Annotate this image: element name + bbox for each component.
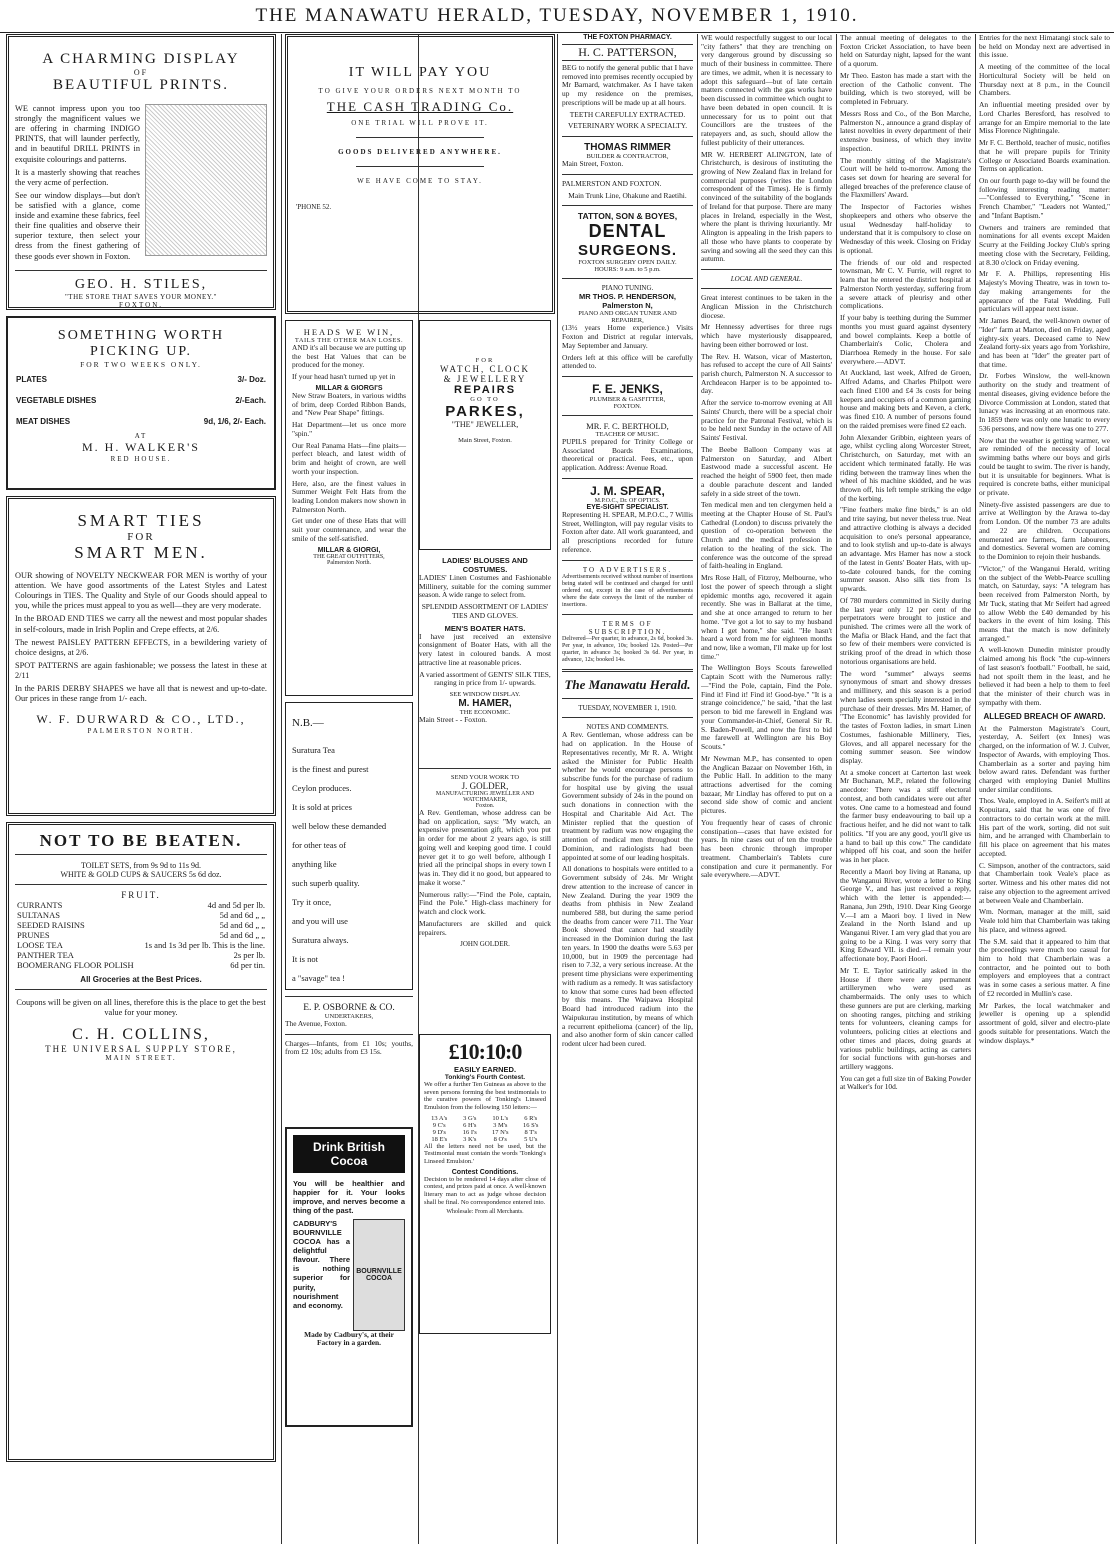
fruit-heading: FRUIT. [121,890,161,900]
grid-cell: 16 S's [523,1121,539,1129]
hamer-para: A varied assortment of GENTS' SILK TIES, ranging in price from 1/- upwards. [419,669,551,688]
article-para: Great interest continues to be taken in the Anglican Mission in the Christchurch diocese. [701,293,832,320]
grid-cell: 17 N's [491,1128,509,1136]
ties-para: OUR showing of NOVELTY NECKWEAR FOR MEN is worthy of your attention. We have good assortments of the Latest Styles and Latest Colourings in TIES. The Quality and Style of our Goods should appeal to you, while the prices must appeal to you as well—they are very moderate. [15,571,267,611]
durward-place: PALMERSTON NORTH. [87,727,195,736]
lady-illustration [145,104,267,256]
column-rule [836,34,837,1544]
article-para: Mr Newman M.P., has consented to open the Anglican Bazaar on November 16th, in the Public Hall. In addition to the many attractions advertised for the coming bazaar, Mr Lindlay has offered to put on a second side show of comic and ancient pictures. [701,753,832,816]
millar-para: AND it's all because we are putting up the best Hat Values that can be produced for the money. [292,343,407,370]
millar-sub: TAILS THE OTHER MAN LOSES. [294,337,404,344]
grid-cell: 3 G's [463,1114,477,1122]
cadbury-advert [285,1127,413,1427]
suratura-line: Ceylon produces. [292,783,352,793]
golder-line: MANUFACTURING JEWELLER AND WATCHMAKER, [435,791,535,803]
article-para: The Rev. H. Watson, vicar of Masterton, has refused to accept the cure of All Saints' parish church, Palmerston N. A successor to Archdeacon Harper is to be appointed to-day. [701,351,832,396]
pharmacy-para: TEETH CAREFULLY EXTRACTED. [569,109,686,119]
item-price: 2s per lb. [233,950,265,960]
item-price: 5d and 6d „ „ [219,910,265,920]
grid-cell: 6 H's [463,1121,477,1129]
hamer-para: LADIES' Linen Costumes and Fashionable Millinery, suitable for the coming summer season. A wide range to select from. [419,573,551,600]
fruit-table [15,900,267,970]
article-para: On our fourth page to-day will be found the following interesting reading matter:—"Confessed to Everything," "Scene in French Chamber," "Leaders not Wanted," and "Infant Baptism." [979,176,1110,220]
collins-line: WHITE & GOLD CUPS & SAUCERS 5s 6d doz. [60,870,222,879]
article-para: Mr F. C. Berthold, teacher of music, notifies that he will prepare pupils for Trinity College or Associated Boards examination. Terms on application. [979,138,1110,174]
article-para: C. Simpson, another of the contractors, said that Chamberlain took Veale's place as sorter. Witness and his other mates did not raise any objection to the agreement arrived at between Veale and Chamberlain. [979,860,1110,905]
walker-house: RED HOUSE. [110,455,172,463]
piano-head: PIANO TUNING. [601,284,654,293]
article-para: Mr T. E. Taylor satirically asked in the House if there were any permanent artillerymen who were used as chambermaids. The only uses to which these gunners are put are clerking, marking on shooting ranges, pitching and striking tents for volunteers, cleaning camps for volunteers, policing cities at elections and other times and places, doing guards at various public buildings, acting as carters for social functions with gun-horses and artillery waggons. [840,965,971,1071]
column-4 [701,34,832,1544]
item-price: 3/- Doz. [237,375,266,384]
jenks-firm: F. E. JENKS, [592,382,663,397]
golder-para: A Rev. Gentleman, whose address can be had on application, says: "My watch, an expensive presentation gift, which you put in order for me about 2 years ago, is still going well and keeping good time. I could never get it to go well before, although I tried all the principal shops in every town I was in. They did it no good, but appeared to make it worse." [419,808,551,887]
article-para: A Rev. Gentleman, whose address can be had on application. In the House of Representatives recently, Mr R. A. Wright asked the Minister for Public Health whether he would encourage persons to subscribe funds for the purchase of radium for hospital use by giving the usual Government subsidy of 24s in the pound on such donations in connection with the Hospital and Charitable Aid Act. The Minister replied that the question of treatment by radium was now engaging the attention of medical men throughout the Dominion, and radiologists had been appointed at some of our leading hospitals. [562,730,693,862]
hamer-title: LADIES' BLOUSES AND COSTUMES. [442,556,528,574]
suratura-lines [292,741,406,988]
collins-title: NOT TO BE BEATEN. [15,831,267,855]
column-2-split [285,320,555,1433]
table-row [14,411,268,432]
grid-cell: 8 O's [493,1135,507,1143]
hamer-sub: THE ECONOMIC. [459,709,511,717]
prints-para: See our window displays—but don't be satisfied with a glance, come inside and examine these fabrics, feel their fine qualities and observe their superior texture, then select your dress from the finest gathering of these goods ever shown in Foxton. [15,190,140,261]
ties-title-2: SMART MEN. [74,543,208,562]
dental-title-2: SURGEONS. [577,242,677,260]
cocoa-foot: Made by Cadbury's, at their Factory in a garden. [304,1329,394,1348]
article-para: Ninety-five assisted passengers are due to arrive at Wellington by the Arawa to-day from London. Of the number 73 are adults and 22 are children. Occupations enumerated are farmers, farm labourers, and domestics. Several women are coming to the Dominion to rejoin their husbands. [979,499,1110,562]
tonking-advert [419,1034,551,1334]
item-price: 9d, 1/6, 2/- Each. [203,417,266,426]
spear-title: EYE-SIGHT SPECIALIST. [586,503,669,511]
rimmer-place: Main Street, Foxton. [562,159,624,169]
golder-line: Foxton. [475,803,495,809]
article-para: WE would respectfully suggest to our local "city fathers" that they are trenching on very dangerous ground by discussing so much of their business in committee. There are times, we admit, when it is necessary to adopt this safeguard—but of late certain matters connected with the gas works have been discussed in committee which ought to have been debated in open council. It is unnecessary for us to point out that Councillors are the trustees of the ratepayers and, as such, should allow the fullest publicity of their utterances. [701,34,832,147]
spear-para: Representing H. SPEAR, M.P.O.C., 7 Willis Street, Wellington, will pay regular visits to Foxton after date. All work guaranteed, and all prescriptions recorded for future reference. [562,509,693,554]
item-name: LOOSE TEA [17,940,63,950]
column-2 [285,34,555,1544]
advertisers-para: Advertisements received without number of insertions being stated will be continued and charged for until ordered out, except in the case of advertisements where the date conveys the limit of the number of insertions. [562,573,693,608]
berthold-firm: MR. F. C. BERTHOLD, [586,421,669,432]
millar-title: HEADS WE WIN, [303,327,395,337]
article-para: A meeting of the committee of the local Horticultural Society will be held on Thursday next at 8 p.m., in the Council Chambers. [979,62,1110,98]
article-para: The Beebe Balloon Company was at Palmerston on Saturday, and Albert Eastwood made a successful ascent. He reached the height of 5900 feet, then made a double parachute descent and landed safely in a side street of the town. [701,444,832,498]
article-para: The S.M. said that it appeared to him that the proceedings were much too casual for him to hold that Chamberlain was a contractor, and he pointed out to both employers and employees that a contract was in some cases a serious matter. A fine of £2 recorded in Mullin's case. [979,936,1110,998]
table-row [15,920,267,930]
pharmacy-firm: H. C. PATTERSON, [562,44,693,61]
tonking-para: Decision to be rendered 14 days after close of contest, and prizes paid at once. A well-known literary man to act as judge whose decision shall be final. No correspondence entered into. [424,1175,546,1206]
hamer-place: Main Street - - Foxton. [419,715,487,725]
item-price: 1s and 1s 3d per lb. This is the line. [144,940,265,950]
ties-para: In the PARIS DERBY SHAPES we have all that is newest and up-to-date. Our prices in these range from 1/- each. [15,684,267,704]
hamer-advert [419,556,551,768]
walker-title: SOMETHING WORTH [57,328,225,343]
dental-para: FOXTON SURGERY OPEN DAILY. [578,259,677,267]
tonking-conditions: Contest Conditions. [451,1168,519,1176]
item-price: 6d per tin. [230,960,265,970]
tonking-amount: £10:10:0 [448,1039,522,1064]
cash-line: ONE TRIAL WILL PROVE IT. [351,119,489,127]
article-para: The monthly sitting of the Magistrate's Court will be held to-morrow. Among the cases set down for hearing are several for alleged breaches of the preference clause of the Flaxmillers' Award. [840,155,971,200]
millar-para: Get under one of these Hats that will suit your countenance, and wear the smile of the self-satisfied. [292,516,406,543]
advertisers-head: TO ADVERTISERS. [582,565,673,574]
item-name: SULTANAS [17,910,60,920]
millar-para: Our Real Panama Hats—fine plaits—perfect bleach, and latest width of brim and height of crown, are well worth your inspection. [292,440,406,476]
parkes-advert [419,320,551,550]
ties-title: SMART TIES [77,511,205,530]
item-name: SEEDED RAISINS [17,920,85,930]
prints-title: A CHARMING DISPLAY [42,51,240,67]
article-para: You can get a full size tin of Baking Powder at Walker's for 10d. [840,1073,971,1092]
tonking-sub: Tonking's Fourth Contest. [444,1074,526,1081]
article-para: MR W. HERBERT ALINGTON, late of Christchurch, is desirous of instituting the growing of New Zealand flax in Ireland for commercial purposes (writes the London correspondent of the Times). He is firmly convinced of the suitability of the boglands of Ireland for that purpose. There are many places in Ireland, especially in the West, where the plant is thriving luxuriantly. Mr Alington is appealing in the Irish papers to all those who have plants to cooperate by saving and sowing all the seed they can this autumn. [701,149,832,264]
parkes-line: & JEWELLERY [443,374,527,384]
rimmer-sub: BUILDER & CONTRACTOR, [586,153,669,161]
prints-para: WE cannot impress upon you too strongly the magnificent values we are offering in charming INDIGO PRINTS, that will launder perfectly, and in beautiful DRILL PRINTS in exquisite colourings and patterns. [15,104,140,164]
tonking-para: All the letters need not be used, but the Testimonial must contain the words 'Tonking's Linseed Emulsion.' [424,1142,546,1165]
column-3 [562,34,693,1544]
suratura-line: It is sold at prices [292,802,352,812]
pharmacy-head: THE FOXTON PHARMACY. [583,34,672,41]
grid-cell: 18 E's [431,1135,448,1143]
cash-title: IT WILL PAY YOU [348,65,492,80]
osborne-sub: UNDERTAKERS, [324,1013,374,1020]
article-para: "Fine feathers make fine birds," is an old and trite saying, but never theless true. Neat and attractive clothing is always a decided acquisition to one's personal appearance, and to look stylish and up-to-date is always an advantage. Mrs Hamer has now a stock of the latest in Gents' Boater Hats, with up-to-date coloured bands, for the coming summer season. Also silk ties from 1s upwards. [840,505,971,594]
parkes-place: Main Street, Foxton. [458,437,512,444]
parkes-for: FOR [475,357,495,364]
millar-place: Palmerston North. [327,559,371,566]
table-row [15,950,267,960]
item-name: CURRANTS [17,900,63,910]
golder-para: Numerous rally:—"Find the Pole, captain, Find the Pole." High-class machinery for watch and clock work. [419,889,551,917]
article-para: Now that the weather is getting warmer, we are reminded of the necessity of local swimming baths where our boys and girls could be taught to swim. The river is handy, but it is unsuitable for beginners. What is required is concrete baths, either municipal or private. [979,435,1110,497]
cash-phone: 'PHONE 52. [296,203,332,211]
item-name: BOOMERANG FLOOR POLISH [17,960,134,970]
coupons-line: Coupons will be given on all lines, therefore this is the place to get the best value for your money. [16,998,266,1018]
article-para: The word "summer" always seems synonymous of smart and showy dresses and millinery, and this season is a period when ladies seem specially interested in the purchase of their dresses. Mrs M. Hamer, of "The Economic" has lavishly provided for the tastes of Foxton ladies, in smart Linen Costumes, fashionable Millinery, Ties, Gloves, and all apparel necessary for the coming summer season. See window display. [840,668,971,766]
walker-advert [6,316,276,490]
article-para: All donations to hospitals were entitled to a Government subsidy of 24s. Mr Wright drew attention to the increase of cancer in New Zealand. During the year 1909 the deaths from phthisis in New Zealand numbered 588, but during the same period the deaths from cancer were 711. The Year Book showed that cancer had steadily increased in the Dominion during the last ten years. In 1900 the deaths were 5.63 per 10,000, but in 1909 the percentage had risen to 7.32, a very serious increase. At the present time physicians were experimenting with radium as a remedy. It was satisfactory to know that some cures had been effected by this means. The Waipawa Hospital Board had introduced radium into the Waipukurau institution, by means of which a recurrent epithelioma (cancer) of the lip, and also another form of skin cancer called rodent ulcer had been cured. [562,864,693,1049]
article-para: Mr Parkes, the local watchmaker and jeweller is opening up a splendid assortment of gold, silver and electro-plate goods suitable for presentations. Watch the window displays.* [979,1000,1110,1045]
article-para: At the Palmerston Magistrate's Court, yesterday, A. Seifert (ex Innes) was charged, on the information of W. J. Culver, Inspector of Awards, with employing Thos. Chamberlain as a sorter and paying him below award rates. Defendant was further charged with employing Daniel Mullins under similar conditions. [979,723,1110,794]
article-para: Wm. Norman, manager at the mill, said Veale told him that Chamberlain was taking his place, and witness agreed. [979,907,1110,934]
hamer-para: SEE WINDOW DISPLAY. [449,691,521,699]
item-name: PRUNES [17,930,50,940]
prints-advert [6,34,276,310]
dental-para: HOURS: 9 a.m. to 5 p.m. [594,266,661,274]
grid-cell: 3 K's [463,1135,477,1143]
article-para: Mr Theo. Easton has made a start with the erection of the Catholic convent. The building, which is two storeyed, will be completed in February. [840,70,971,107]
article-para: An influential meeting presided over by Lord Charles Beresford, has resolved to arrange for an Empire memorial to the late Miss Florence Nightingale. [979,100,1110,136]
prints-para: It is a masterly showing that reaches the very acme of perfection. [15,167,140,187]
osborne-charges: Charges—Infants, from £1 10s; youths, from £2 10s; adults from £3 15s. [285,1038,413,1057]
grid-cell: 10 L's [492,1114,509,1122]
cocoa-tin-icon: BOURNVILLE COCOA [353,1219,405,1331]
article-para: If your baby is teething during the Summer months you must guard against dysentery and bowel complaints. Keep a bottle of Chamberlain's Colic, Cholera and Diarrhoea Remedy in the house. For sale everywhere.—ADVT. [840,313,971,366]
suratura-line: Suratura Tea [292,745,335,755]
cash-line: TO GIVE YOUR ORDERS NEXT MONTH TO [318,87,522,95]
suratura-line: such superb quality. [292,878,360,888]
article-para: Messrs Ross and Co., of the Bon Marche, Palmerston N., announce a grand display of latest novelties in every department of their extensive business, of which they invite inspection. [840,108,971,153]
cocoa-para: You will be healthier and happier for it. Your looks improve, and nerves become a thing of the past. [293,1179,405,1216]
golder-sig: JOHN GOLDER. [460,940,510,949]
cash-line: GOODS DELIVERED ANYWHERE. [338,148,502,156]
rimmer-para: Main Trunk Line, Ohakune and Raetihi. [568,190,687,200]
cash-firm: THE CASH TRADING Co. [326,99,514,114]
column-rule [557,34,558,1544]
golder-para: Manufacturers are skilled and quick repairers. [419,918,551,937]
pharmacy-para: VETERINARY WORK A SPECIALTY. [567,121,688,131]
parkes-sub: "THE" JEWELLER, [451,420,519,429]
walker-title-2: PICKING UP. [89,344,193,359]
ties-para: The newest PAISLEY PATTERN EFFECTS, in a bewildering variety of choice designs, at 2/6. [15,637,267,657]
table-row [14,390,268,411]
grid-cell: 6 R's [524,1114,538,1122]
article-para: Mr F. A. Phillips, representing His Majesty's Moving Theatre, was in town to-day making arrangements for the appearance of the Fatal Wedding. Full particulars will appear next issue. [979,269,1110,314]
suratura-line: well below these demanded [292,821,387,831]
suratura-line: a "savage" tea ! [292,973,345,983]
parkes-line: WATCH, CLOCK [439,364,530,374]
piano-para: Orders left at this office will be carefully attended to. [562,352,693,371]
cash-trading-advert [285,34,555,314]
article-para: Ten medical men and ten clergymen held a meeting at the Chapter House of St. Paul's Cathedral (London) to discuss privately the question of co-operation between the Church and the medical profession in relation to the healing of the sick. The conference was the outcome of the spread of faith-healing in England. [701,500,832,571]
paper-name: The Manawatu Herald. [564,677,691,693]
grid-cell: 3 M's [493,1121,508,1129]
item-price: 2/-Each. [235,396,266,405]
article-para: Mr Hennessy advertises for three rugs which have mysteriously disappeared, having been either borrowed or lost. [701,322,832,349]
walker-price-table [14,369,268,432]
letters-grid [424,1115,546,1143]
article-para: Mrs Rose Hall, of Fitzroy, Melbourne, who lost the power of speech through a slight epidemic months ago, recovered it again recently. She was in Ballarat at the time, and she at once arranged to return to her home. "I've got a lot to say to my husband when I get home," she said. "He hasn't heard a word from me for eighteen months and now, like a woman, I'll make up for lost time." [701,573,832,661]
rimmer-para: PALMERSTON AND FOXTON. [562,178,662,188]
grid-cell: 5 U's [524,1135,538,1143]
column-rule [975,34,976,1544]
groceries-line: All Groceries at the Best Prices. [80,975,202,984]
masthead: THE MANAWATU HERALD, TUESDAY, NOVEMBER 1, 1910. [0,0,1114,33]
column-2-left [285,320,413,1433]
millar-para: New Straw Boaters, in various widths of brim, deep Corded Ribbon Bands, and "New Pear Shape" fittings. [292,390,406,418]
parkes-line: REPAIRS [453,384,517,396]
article-para: The Wellington Boys Scouts farewelled Captain Scott with the Numerous rally:—"Find the Pole, captain, Find the Pole. Find it! Find it! Find it! Good-bye." "It is a strange coincidence," he said, "that the last person to bid me farewell in England was your Commander-in-Chief, General Sir R. S. Baden-Powell, and now the first to bid me farewell at Wellington are his Boy Scouts." [701,663,832,752]
prints-title-2: BEAUTIFUL PRINTS. [53,77,229,93]
article-para: Dr. Forbes Winslow, the well-known authority on the study and treatment of mental diseases, giving evidence before the Divorce Commission at London, stated that lunacy was increasing at an enormous rate. In 1859 there was only one lunatic to every 536 persons, and now there was one to 277. [979,371,1110,433]
suratura-line: is the finest and purest [292,764,369,774]
prints-of: OF [133,68,149,77]
durward-firm: W. F. DURWARD & CO., LTD., [36,712,246,727]
spear-firm: J. M. SPEAR, [590,483,665,498]
grid-cell: 9 D's [432,1128,446,1136]
column-1 [6,34,276,1544]
cocoa-title: Drink British Cocoa [293,1135,405,1173]
table-row [15,940,267,950]
collins-street: MAIN STREET. [105,1054,177,1063]
dental-firm: TATTON, SON & BOYES, [577,211,678,222]
item-price: 5d and 6d „ „ [219,930,265,940]
stiles-slogan: "THE STORE THAT SAVES YOUR MONEY." [64,292,218,301]
walker-at: AT [134,432,148,440]
article-para: Owners and trainers are reminded that nominations for all events except Maiden Scurry at the Feilding Jockey Club's spring meeting close with the Secretary, Feilding, at 8.30 o'clock on Friday evening. [979,222,1110,267]
suratura-line: It is not [292,954,318,964]
millar-outfitters: THE GREAT OUTFITTERS, [313,553,385,560]
table-row [15,930,267,940]
millar-para: Hat Department—let us once more "spin." [292,420,406,438]
stiles-place: FOXTON. [118,300,163,309]
collins-advert [6,822,276,1462]
article-para: After the service to-morrow evening at All Saints' Church, there will be a special choir practice for the Patronal Festival, which is to be held next Sunday in the octave of All Saints' Festival. [701,398,832,443]
hamer-title: MEN'S BOATER HATS. [444,623,526,633]
table-row [15,960,267,970]
ties-para: In the BROAD END TIES we carry all the newest and most popular shades in self-colours, made in Irish Poplin and Crepe effects, at 2/6. [15,614,267,634]
cocoa-para: CADBURY'S BOURNVILLE COCOA has a delightful flavour. There is nothing superior for purity, nourishment and economy. [293,1218,350,1310]
nb-head: N.B.— [292,717,324,729]
parkes-goto: GO TO [470,396,500,403]
tonking-foot: Wholesale: From all Merchants. [446,1209,524,1216]
suratura-advert [285,702,413,990]
grid-cell: 9 C's [432,1121,446,1129]
ties-advert [6,496,276,816]
grid-cell: 13 A's [431,1114,448,1122]
pharmacy-para: BEG to notify the general public that I have removed into premises recently occupied by Mr Barnard, watchmaker. As I have taken up my residence on the premises, prescriptions will be made up at all hours. [562,63,693,107]
piano-firm: MR THOS. P. HENDERSON, Palmerston N, [579,292,676,311]
collins-firm: C. H. COLLINS, [72,1026,210,1044]
millar-firm: MILLAR & GIORGI, [317,546,381,554]
item-price: 5d and 6d „ „ [219,920,265,930]
item-price: 4d and 5d per lb. [207,900,265,910]
column-rule [281,34,282,1544]
subscription-head: TERMS OF SUBSCRIPTION. [588,620,667,637]
grid-cell: 8 T's [524,1128,537,1136]
millar-advert [285,320,413,696]
osborne-advert [285,996,413,1127]
collins-line: TOILET SETS, from 9s 9d to 11s 9d. [80,861,202,870]
section-heading: NOTES AND COMMENTS. [586,723,669,732]
item-name: PANTHER TEA [17,950,74,960]
article-para: Entries for the next Himatangi stock sale to be held on Monday next are advertised in this issue. [979,34,1110,60]
article-para: The friends of our old and respected townsman, Mr C. V. Furrie, will regret to learn that he entered the district hospital at Palmerston North yesterday, suffering from a severe attack of pleurisy and other complications. [840,257,971,311]
suratura-line: Suratura always. [292,935,349,945]
column-5 [840,34,971,1544]
berthold-para: PUPILS prepared for Trinity College or Associated Boards Examinations, theoretical or practical. Fees, etc., upon application. Address: Avenue Road. [562,437,693,473]
dental-title: DENTAL [588,221,667,242]
walker-firm: M. H. WALKER'S [82,440,200,454]
hamer-para: I have just received an extensive consignment of Boater Hats, with all the very latest in coloured bands. A most attractive line at reasonable prices. [419,631,551,667]
millar-firm: MILLAR & GIORGI'S [315,384,383,392]
golder-line: SEND YOUR WORK TO [450,774,520,781]
article-para: John Alexander Gribbin, eighteen years of age, whilst cycling along Worcester Street, Christchurch, on Saturday, met with an accident which terminated fatally. He was riding between the tramway lines when the wheel of his machine skidded, and he was thrown off, his left temple striking the edge of the kerbing. [840,432,971,503]
osborne-place: The Avenue, Foxton. [285,1019,347,1028]
column-rule [697,34,698,1544]
stiles-firm: GEO. H. STILES, [74,276,208,292]
berthold-sub: TEACHER OF MUSIC. [595,431,660,439]
collins-store: THE UNIVERSAL SUPPLY STORE, [45,1044,237,1055]
osborne-firm: E. P. OSBORNE & CO. [303,1003,395,1013]
hamer-para: SPLENDID ASSORTMENT OF LADIES' TIES AND GLOVES. [421,602,549,620]
column-2-right [419,320,551,1433]
article-para: You frequently hear of cases of chronic constipation—cases that have existed for years. In nine cases out of ten the trouble has been chronic through improper treatment. Chamberlain's Tablets cure constipation and cure it permanently. For sale everywhere.—ADVT. [701,817,832,880]
article-para: "Victor," of the Wanganui Herald, writing on the subject of the Webb-Pearce sculling match, on Saturday, says: "A telegram has been received from Palmerston North, by Mr Tuck, stating that Mr Seifert had agreed to allow Webb the £40 demanded by his backers in the event of him losing. This means that the match is now definitely arranged." [979,563,1110,643]
article-para: The Inspector of Factories wishes shopkeepers and others who observe the usual Wednesday half-holiday to understand that it is compulsory to close on Wednesday of this week. Closing on Friday is optional. [840,202,971,255]
section-heading: ALLEGED BREACH OF AWARD. [983,711,1106,721]
cash-line: WE HAVE COME TO STAY. [357,177,483,185]
article-para: At a smoke concert at Carterton last week Mr Buchanan, M.P., related the following anecdote: There was a stiff electoral contest, and both candidates were out after votes. One came to a homestead and found the farmer busy endeavouring to bail up a fractious heifer, and he did not want to talk politics. "If you are any good, you'll give us a hand to bail up this cow." The candidate whipped off his coat, and soon the heifer was in her place. [840,767,971,865]
suratura-line: for other teas of [292,840,347,850]
article-para: Thos. Veale, employed in A. Seifert's mill at Kopuitara, said that he was one of five contractors to do certain work at the mill. His part of the work, sorting, did not suit him, and he arranged with Chamberlain to fill his place on agreement that his mates accepted. [979,796,1110,858]
column-6 [979,34,1110,1544]
table-row [14,369,268,390]
article-para: The annual meeting of delegates to the Foxton Cricket Association, to have been held on Saturday night, lapsed for the want of a quorum. [840,34,971,69]
item-name: PLATES [16,375,47,384]
golder-firm: J. GOLDER, [461,781,509,791]
tonking-title: EASILY EARNED. [453,1065,517,1074]
suratura-line: and you will use [292,916,348,926]
piano-sub: PIANO AND ORGAN TUNER AND REPAIRER, [578,310,677,325]
article-para: Mr James Beard, the well-known owner of "Ider" farm at Marton, died on Friday, aged eighty-six years. Deceased came to New Zealand forty-six years ago from Yorkshire, and has been at "Ider" the greater part of that time. [979,316,1110,369]
golder-advert [419,768,551,1034]
article-para: Recently a Maori boy living at Ranana, up the Wanganui River, wrote a letter to King George V., and has just received a reply, which with the letter is appended:—Ranana, Jun 29th, 1910. Dear King George V.—I am a Maori boy. I lived in New Zealand in the North Island and up Wanganui River. I am very glad that you are going to be a King. I was very sorry that King Edward VII. is died.—I remain your affectionate boy, Paori Hoori. [840,866,971,964]
spear-sub: M.P.O.C., Dr. OF OPTICS. [594,497,661,504]
piano-para: (13½ years Home experience.) Visits Foxton and District at regular intervals, May September and January. [562,323,693,350]
millar-para: Here, also, are the finest values in Summer Weight Felt Hats from the leading London makers now shown in Palmerston North. [292,478,406,514]
walker-sub: FOR TWO WEEKS ONLY. [80,360,202,369]
parkes-firm: PARKES, [445,403,525,420]
suratura-line: anything like [292,859,337,869]
grid-cell: 16 I's [462,1128,477,1136]
item-name: MEAT DISHES [16,417,71,426]
paper-date: TUESDAY, NOVEMBER 1, 1910. [578,704,677,713]
subscription-para: Delivered—Per quarter, in advance, 2s 6d, booked 3s. Per year, in advance, 10s; booked 12s. Posted—Per quarter, in advance 3s; booked 3s 6d. Per year, in advance, 12s; booked 14s. [562,636,693,664]
section-heading: LOCAL AND GENERAL. [730,275,803,284]
tonking-para: We offer a further Ten Guineas as above to the seven persons forming the best testimonials to the curative powers of Tonking's Linseed Emulsion from the following 150 letters:— [424,1081,546,1111]
millar-para: If your head hasn't turned up yet in [292,372,396,382]
jenks-sub: PLUMBER & GASFITTER, [589,396,666,404]
article-para: Of 780 murders committed in Sicily during the last year only 12 per cent of the perpetrators were brought to justice and punished. The crimes were all the work of the Mafia or Black Hand, and the fact that so few of their members were convicted is striking proof of the dread in which those notorious organisations are held. [840,595,971,666]
item-name: VEGETABLE DISHES [16,396,97,405]
ties-para: SPOT PATTERNS are again fashionable; we possess the latest in these at 2/11 [15,660,267,680]
table-row [15,900,267,910]
article-para: A well-known Dunedin minister proudly claimed among his flock "the cup-winners of last season's football." Football, he said, had not spoilt them in the least, and he believed it had been a help to them to feel that the minister of their church was in sympathy with them. [979,645,1110,707]
suratura-line: Try it once, [292,897,332,907]
hamer-firm: M. HAMER, [458,698,512,710]
article-para: At Auckland, last week, Alfred de Groen, Alfred Adams, and Charles Philpott were each fined £100 and £4 3s costs for being keepers and occupiers of a common gaming house and making bets and Keven, a clerk, was fined £10. A number of persons found on the raided premises were fined £2 each. [840,368,971,430]
jenks-place: FOXTON. [613,403,642,411]
table-row [15,910,267,920]
ties-for: FOR [127,531,155,543]
rimmer-firm: THOMAS RIMMER [584,142,671,154]
